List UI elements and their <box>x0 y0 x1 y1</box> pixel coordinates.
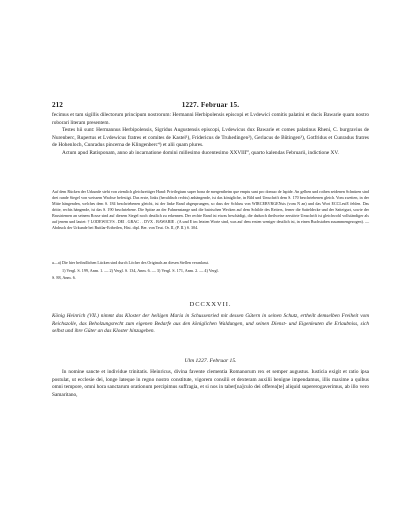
document-text: In nomine sancte et individue trinitatis. Heinricus, divina favente clementia Romanorum rex et semper augustus. Iusticia exigit et ratio ipsa postulat, ut ecclesie dei, longe lateque in regno nostro constitute, vigorem consilii et dexteram auxilii benigne impendamus, illis maxime a quibus omni tempore, omni hora sanctarum orationum percipimus suffragia, et si nos in taber[na]culo dei offerea[te] aliquid supererogaverimus, ab illo vero Samaritano, <box>52 369 369 398</box>
lacuna-note: a—a) Die hier befindlichen Lücken sind durch Löcher des Originals an diesen Stellen veranlasst. <box>52 260 210 265</box>
page-number: 212 <box>52 101 63 109</box>
footnote-line: S. 88, Anm. 6. <box>52 274 76 280</box>
document-number: DCCXXVII. <box>189 301 232 308</box>
footnotes <box>52 268 369 281</box>
charter-paragraph-witnesses: Testes hii sunt: Hermannus Herbipolensis, Sigridus Augustensis episcopi, Lvdewicus dux Bawarie et comes palatinus Rheni, C. burgravius de Nurenberc, Rupertus et Lvdewicus fratres et comites de Kastel¹), Fridericus de Truhedingen²), Gerlacus de Bûtingen³), Gotfridus et Cunradus fratres de Hohenloch, Cunradus pincerna de Klingenberc⁴) et alii quam plures. <box>52 127 369 149</box>
running-header <box>52 101 369 110</box>
document-date: Ulm 1227. Februar 15. <box>184 358 237 364</box>
document-regest: König Heinrich (VII.) nimmt das Kloster der heiligen Maria in Schussenried mit dessen Gütern in seinen Schutz, ertheilt demselben Freiheit vom Reichszolle, das Beholzungsrecht zum eigenen Bedarfe aus den königlichen Waldungen, und seinen Dienst- und Eigenleuten die Erlaubniss, sich selbst und ihre Güter an das Kloster hinzugeben. <box>52 313 369 334</box>
charter-text <box>52 112 369 157</box>
header-date: 1227. Februar 15. <box>181 101 240 109</box>
charter-paragraph-corroboration: fecimus et tam sigillis dilectorum principum nostrorum: Hermanni Herbipolensis episcopi et Lvdewici comitis palatini et ducis Bawarie quam nostro roborari literam presentem. <box>52 112 369 126</box>
footnote-line: 1) Vergl. S. 199, Anm. 1. — 2) Vergl. S. 134, Anm. 6. — 3) Vergl. S. 171, Anm. 2. — 4) Vergl. <box>62 268 219 273</box>
charter-paragraph-dating: Actum apud Ratisponam, anno ab incarnatione domini millesimo ducentesimo XXVIII⁰, quarto kalendas Februarii, indictione XV. <box>62 149 339 156</box>
editorial-note: Auf dem Rücken der Urkunde steht von ziemlich gleichzeitiger Hand: Privilegium super bona de mergentheim que emptu sunt pro domuo de lapide. An gelben und rothen seidenen Schnüren sind drei runde Siegel von weissem Wachse befestigt. Das erste, links (heraldisch rechts) anhängende, ist das königliche, in Bild und Umschrift dem S. 170 beschriebenen gleich. Vom zweiten, in der Mitte hängenden, welches dem S. 184 beschriebenen gleicht, ist der linke Rand abgesprungen, so dass der Schluss von WIRCEBVRGENsis (vom N an) und das Wort ECCLesiE fehlen. Das dritte, rechts hängende, ist das S. 190 beschriebene. Die Spitze an der Fahnenstange und die bairischen Wecken auf dem Schilde des Reiters, ferner die Satteldecke und der Satteigurt, sowie der Brustriemen an seinem Rosse sind auf diesem Siegel noch deutlich zu erkennen. Der rechte Rand ist etwas beschädigt, die dadurch theilweise zerstörte Umschrift ist gleichwohl vollständiger als auf jenem und lautet: † LODEWICVS . DEI . GRAC . . DVX . BAWARIE . (A und E im letzten Worte sind, was auf dem ersten weniger deutlich ist, in einen Buchstaben zusammengezogen). — Abdruck der Urkunde bei Buttlar-Ertbeilen, Hist. dipl. Ber. von Teut. Or. II, (P. II.) S. 304. <box>52 189 369 231</box>
